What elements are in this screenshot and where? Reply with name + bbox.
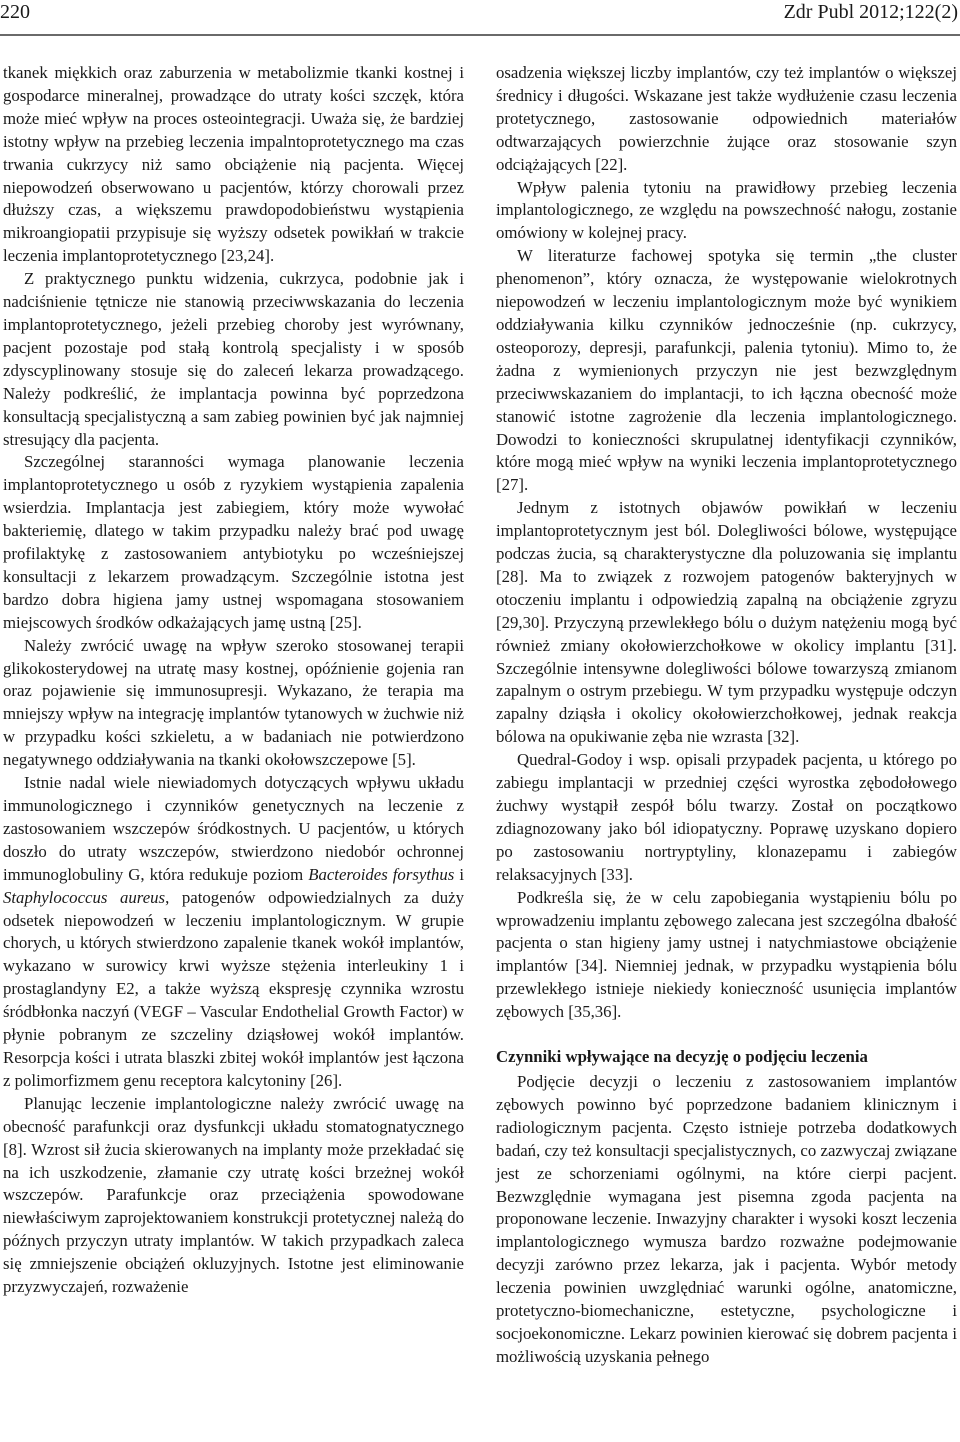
paragraph-with-species [3,772,464,1093]
text-run: Istnie nadal wiele niewiadomych dotyczących wpływu układu immunologicznego i czynników genetycznych na leczenie z zastosowaniem wszczepów śródkostnych. U pacjentów, u których doszło do utraty wszczepów, stwierdzono niedobór ochronnej immunoglobuliny G, która redukuje poziom [3,773,464,884]
paragraph: Z praktycznego punktu widzenia, cukrzyca, podobnie jak i nadciśnienie tętnicze nie stanowią przeciwwskazania do leczenia implantoprotetycznego, jeżeli przebieg choroby jest wyrównany, pacjent pozostaje pod stałą kontrolą specjalisty i w sposób zdyscyplinowany stosuje się do zaleceń lekarza prowadzącego. Należy podkreślić, że implantacja powinna być poprzedzona konsultacją specjalistyczną a sam zabieg powinien być jak najmniej stresujący dla pacjenta. [3,269,464,449]
paragraph: tkanek miękkich oraz zaburzenia w metabolizmie tkanki kostnej i gospodarce mineralnej, prowadzące do utraty kości szczęk, która może mieć wpływ na proces osteointegracji. Uważa się, że bardziej istotny wpływ na przebieg leczenia impalntoprotetycznego ma czas trwania cukrzycy niż samo obciążenie nią pacjenta. Więcej niepowodzeń obserwowano u pacjentów, którzy chorowali przez dłuższy czas, a większemu prawdopodobieństwu wystąpienia mikroangiopatii przypisuje się wyższy odsetek powikłań w trakcie leczenia implantoprotetycznego [23,24]. [3,63,464,266]
paragraph: osadzenia większej liczby implantów, czy też implantów o większej średnicy i długości. Wskazane jest także wydłużenie czasu leczenia protetycznego, zastosowanie odpowiednich materiałów odtwarzających powierzchnie żujące oraz stosowanie szyn odciążających [22]. [496,63,957,174]
header-divider [0,34,960,36]
text-run: , patogenów odpowiedzialnych za duży odsetek niepowodzeń w leczeniu implantologicznym. W grupie chorych, u których stwierdzono zapalenie tkanek wokół implantów, wykazano w surowicy krwi wyższe stężenia interleukiny 1 i prostaglandyny E2, a także wyższą ekspresję czynnika wzrostu śródbłonka naczyń (VEGF – Vascular Endothelial Growth Factor) w płynie pobranym ze szczeliny dziąsłowej wokół implantów. Resorpcja kości i utrata blaszki zbitej wokół implantów jest łączona z polimorfizmem genu receptora kalcytoniny [26]. [3,887,464,1090]
section-heading: Czynniki wpływające na decyzję o podjęciu leczenia [496,1047,868,1067]
paragraph: Quedral-Godoy i wsp. opisali przypadek pacjenta, u którego po zabiegu implantacji w przedniej części wyrostka zębodołowego żuchwy wystąpił zespół bólu twarzy. Został on początkowo zdiagnozowany jako ból idiopatyczny. Poprawę uzyskano dopiero po zastosowaniu nortryptyliny, klonazepamu i zabiegów relaksacyjnych [33]. [496,750,957,884]
text-run: i [454,864,464,884]
paragraph: Szczególnej staranności wymaga planowanie leczenia implantoprotetycznego u osób z ryzykiem wystąpienia zapalenia wsierdzia. Implantacja jest zabiegiem, który może wywołać bakteriemię, dlatego w takim przypadku należy brać pod uwagę profilaktykę z zastosowaniem antybiotyku po wcześniejszej konsultacji z lekarzem prowadzącym. Szczególnie istotna jest bardzo dobra higiena jamy ustnej wspomagana stosowaniem miejscowych środków odkażających jamę ustną [25]. [3,452,464,632]
paragraph: Planując leczenie implantologiczne należy zwrócić uwagę na obecność parafunkcji oraz dysfunkcji układu stomatognatycznego [8]. Wzrost sił żucia skierowanych na implanty może przekładać się na ich uszkodzenie, złamanie czy utratę kości brzeżnej wokół wszczepów. Parafunkcje oraz przeciążenia spowodowane niewłaściwym zaprojektowaniem konstrukcji protetycznej należą do późnych przyczyn utraty implantów. W takich przypadkach zaleca się zmniejszenie obciążeń okluzyjnych. Istotne jest eliminowanie przyzwyczajeń, rozważenie [3,1093,464,1297]
paragraph: Podjęcie decyzji o leczeniu z zastosowaniem implantów zębowych powinno być poprzedzone badaniem klinicznym i radiologicznym pacjenta. Często istnieje potrzeba dodatkowych badań, czy też konsultacji specjalistycznych, co zazwyczaj związane jest ze schorzeniami ogólnymi, na które cierpi pacjent. Bezwzględnie wymagana jest pisemna zgoda pacjenta na proponowane leczenie. Inwazyjny charakter i wysoki koszt leczenia implantologicznego wymusza bardzo rozważne podejmowanie decyzji zarówno przez lekarza, jak i pacjenta. Wybór metody leczenia powinien uwzględniać warunki ogólne, anatomiczne, protetyczno-biomechaniczne, estetyczne, psychologiczne i socjoekonomiczne. Lekarz powinien kierować się dobrem pacjenta i możliwością uzyskania pełnego [496,1071,957,1366]
paragraph: W literaturze fachowej spotyka się termin „the cluster phenomenon”, który oznacza, że występowanie wielokrotnych niepowodzeń w leczeniu implantologicznym może być wynikiem oddziaływania kilku czynników jednocześnie (np. cukrzycy, osteoporozy, depresji, parafunkcji, palenia tytoniu). Mimo to, że żadna z wymienionych przyczyn nie jest bezwzględnym przeciwwskazaniem do implantacji, to ich łączna obecność może stanowić istotne zagrożenie dla leczenia implantologicznego. Dowodzi to konieczności skrupulatnej identyfikacji czynników, które mogą mieć wpływ na wyniki leczenia implantoprotetycznego [27]. [496,246,957,495]
paragraph: Jednym z istotnych objawów powikłań w leczeniu implantoprotetycznym jest ból. Dolegliwości bólowe, występujące podczas żucia, są charakterystyczne dla poluzowania się implantu [28]. Ma to związek z rozwojem patogenów bakteryjnych w otoczeniu implantu i odpowiedzią zapalną na obciążenie zgryzu [29,30]. Przyczyną przewlekłego bólu o dużym natężeniu mogą być również zmiany okołowierzchołkowe w okolicy implantu [31]. Szczególnie intensywne dolegliwości bólowe towarzyszą zmianom zapalnym o ostrym przebiegu. W tym przypadku występuje odczyn zapalny dziąsła i okolicy okołowierzchołkowej, jednak reakcja bólowa na opukiwanie zęba nie wzrasta [32]. [496,498,957,747]
paragraph: Podkreśla się, że w celu zapobiegania wystąpieniu bólu po wprowadzeniu implantu zębowego zalecana jest szczególna dbałość pacjenta o stan higieny jamy ustnej i natychmiastowe obciążenie implantów [34]. Niemniej jednak, w przypadku wystąpienia bólu przewlekłego istnieje niekiedy konieczność usunięcia implantów zębowych [35,36]. [496,887,957,1022]
page-number: 220 [0,1,30,23]
paragraph: Należy zwrócić uwagę na wpływ szeroko stosowanej terapii glikokosterydowej na utratę masy kostnej, opóźnienie gojenia ran oraz pojawienie się immunosupresji. Wykazano, że terapia ma mniejszy wpływ na integrację implantów tytanowych w żuchwie niż w przypadku kości szkieletu, a w badaniach nie potwierdzono negatywnego oddziaływania na tkanki okołowszczepowe [5]. [3,635,464,770]
species-name: Staphylococcus aureus [3,887,166,907]
paragraph: Wpływ palenia tytoniu na prawidłowy przebieg leczenia implantologicznego, ze względu na powszechność nałogu, zostanie omówiony w kolejnej pracy. [496,177,957,243]
journal-reference: Zdr Publ 2012;122(2) [783,1,958,23]
right-column [496,62,957,1369]
species-name: Bacteroides forsythus [308,864,455,884]
left-column [3,62,464,1299]
